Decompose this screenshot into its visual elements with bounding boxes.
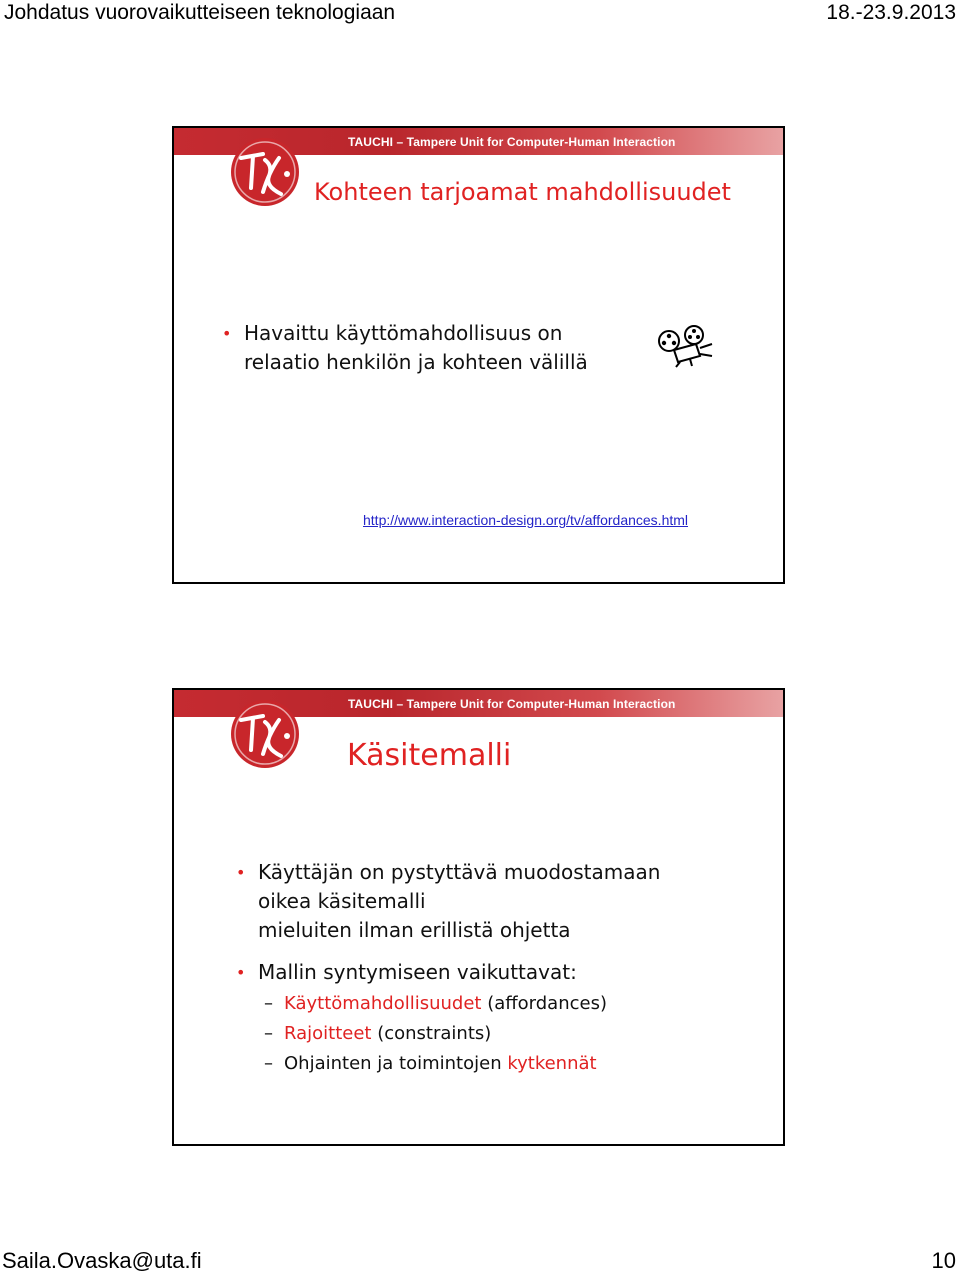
page-number: 10: [931, 1248, 956, 1273]
bullet-item: [236, 858, 661, 945]
sub-item: [264, 1053, 597, 1075]
tauchi-logo-icon: [229, 698, 301, 770]
band-text: TAUCHI – Tampere Unit for Computer-Human Interaction: [348, 697, 676, 711]
bullet-dot-icon: •: [222, 324, 232, 343]
dash-icon: –: [264, 1023, 273, 1044]
sub-pre: Ohjainten ja toimintojen: [284, 1053, 508, 1074]
sub-rest: (affordances): [481, 993, 607, 1014]
sub-rest: (constraints): [371, 1023, 492, 1044]
course-date: 18.-23.9.2013: [826, 1, 956, 24]
bullet-item: [222, 319, 588, 377]
bullet-item: [236, 958, 577, 987]
bullet-line: Havaittu käyttömahdollisuus on: [244, 321, 563, 345]
dash-icon: –: [264, 993, 273, 1014]
slide-title: Käsitemalli: [347, 738, 512, 773]
slide-title: Kohteen tarjoamat mahdollisuudet: [314, 178, 731, 206]
band-text: TAUCHI – Tampere Unit for Computer-Human Interaction: [348, 135, 676, 149]
bullet-line: mieluiten ilman erillistä ohjetta: [258, 918, 571, 942]
bullet-line: Mallin syntymiseen vaikuttavat:: [258, 960, 577, 984]
sub-term: Käyttömahdollisuudet: [284, 993, 482, 1014]
bullet-line: Käyttäjän on pystyttävä muodostamaan: [258, 860, 661, 884]
author-email: Saila.Ovaska@uta.fi: [2, 1248, 202, 1273]
course-title: Johdatus vuorovaikutteiseen teknologiaan: [4, 1, 396, 24]
bullet-dot-icon: •: [236, 963, 246, 982]
bullet-line: oikea käsitemalli: [258, 889, 426, 913]
sub-item: [264, 993, 607, 1015]
dash-icon: –: [264, 1053, 273, 1074]
film-camera-icon: [656, 324, 714, 368]
bullet-line: relaatio henkilön ja kohteen välillä: [244, 350, 588, 374]
tauchi-logo-icon: [229, 136, 301, 208]
sub-term: Rajoitteet: [284, 1023, 372, 1044]
sub-term: kytkennät: [507, 1053, 597, 1074]
bullet-dot-icon: •: [236, 863, 246, 882]
slide-affordances: [172, 126, 785, 584]
affordances-link[interactable]: http://www.interaction-design.org/tv/affordances.html: [363, 512, 689, 528]
page-header: [0, 0, 960, 28]
page-footer: [0, 1248, 960, 1275]
slide-mental-model: [172, 688, 785, 1146]
sub-item: [264, 1023, 492, 1045]
